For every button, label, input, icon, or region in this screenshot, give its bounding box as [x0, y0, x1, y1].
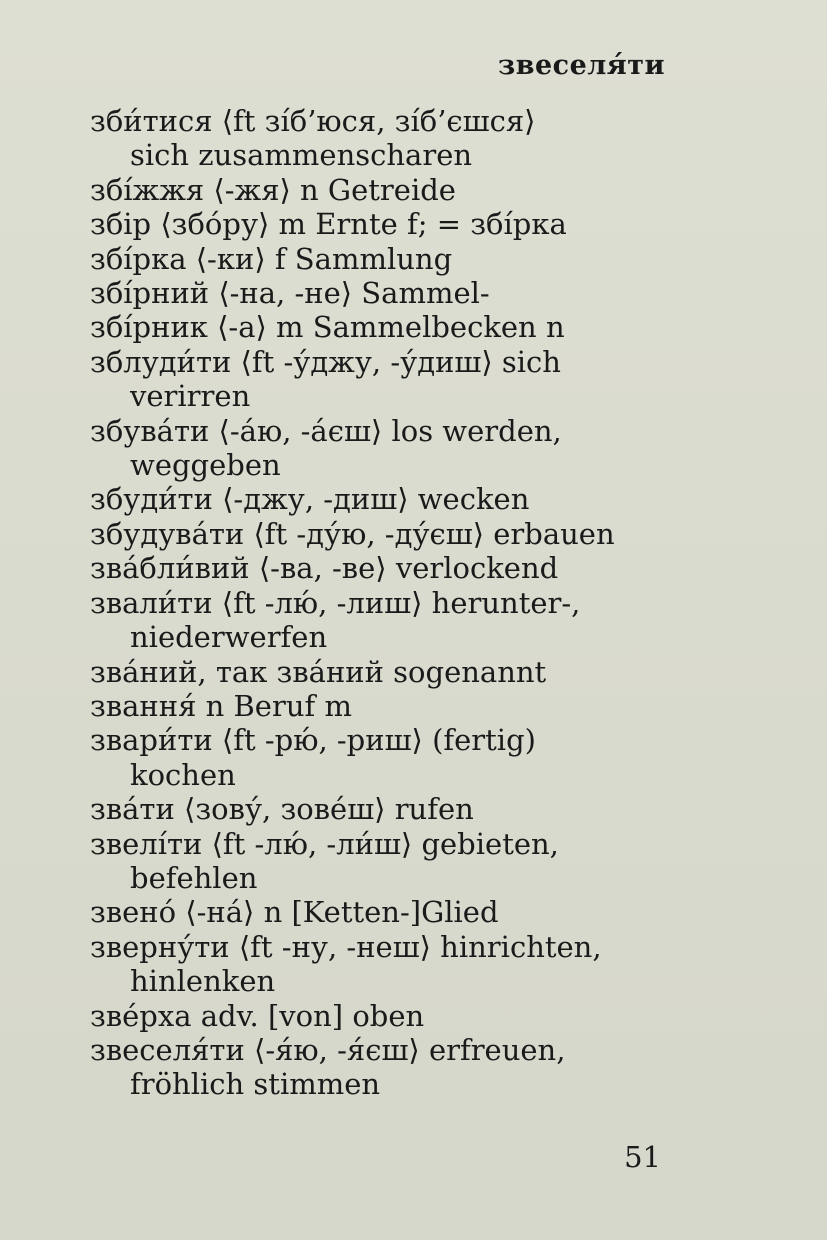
- entry-line: зверну́ти ⟨ft -ну, -неш⟩ hinrichten,: [90, 929, 602, 964]
- dictionary-entry: [90, 586, 670, 655]
- dictionary-entry: [90, 999, 670, 1033]
- entry-list: [90, 104, 670, 1102]
- entry-line: звали́ти ⟨ft -лю́, -лиш⟩ herunter-,: [90, 585, 581, 620]
- entry-line: збудува́ти ⟨ft -ду́ю, -ду́єш⟩ erbauen: [90, 516, 615, 551]
- dictionary-entry: [90, 792, 670, 826]
- entry-line: збір ⟨збо́ру⟩ m Ernte f; = збі́рка: [90, 207, 567, 242]
- dictionary-entry: [90, 517, 670, 551]
- dictionary-entry: [90, 414, 670, 483]
- entry-line: звено́ ⟨-на́⟩ n [Ketten-]Glied: [90, 895, 499, 930]
- entry-continuation: weggeben: [130, 448, 281, 483]
- dictionary-entry: [90, 242, 670, 276]
- dictionary-entry: [90, 173, 670, 207]
- entry-line: зблуди́ти ⟨ft -у́джу, -у́диш⟩ sich: [90, 344, 561, 379]
- dictionary-entry: [90, 930, 670, 999]
- entry-line: зва́ний, так зва́ний sogenannt: [90, 654, 547, 689]
- dictionary-entry: [90, 207, 670, 241]
- entry-line: збува́ти ⟨-а́ю, -а́єш⟩ los werden,: [90, 413, 562, 448]
- entry-line: звелі́ти ⟨ft -лю́, -ли́ш⟩ gebieten,: [90, 826, 559, 861]
- entry-line: збі́рник ⟨-а⟩ m Sammelbecken n: [90, 310, 565, 345]
- dictionary-entry: [90, 895, 670, 929]
- entry-continuation: kochen: [130, 757, 236, 792]
- entry-continuation: befehlen: [130, 860, 258, 895]
- dictionary-entry: [90, 655, 670, 689]
- entry-line: збі́жжя ⟨-жя⟩ n Getreide: [90, 172, 456, 207]
- dictionary-entry: [90, 1033, 670, 1102]
- dictionary-entry: [90, 345, 670, 414]
- dictionary-entry: [90, 723, 670, 792]
- entry-line: збуди́ти ⟨-джу, -диш⟩ wecken: [90, 482, 530, 517]
- running-head: звеселя́ти: [497, 50, 665, 81]
- entry-line: зва́бли́вий ⟨-ва, -ве⟩ verlockend: [90, 551, 559, 586]
- entry-line: збі́рка ⟨-ки⟩ f Sammlung: [90, 241, 453, 276]
- dictionary-entry: [90, 310, 670, 344]
- entry-line: зва́ти ⟨зову́, зове́ш⟩ rufen: [90, 792, 474, 827]
- entry-continuation: sich zusammenscharen: [130, 138, 473, 173]
- entry-continuation: niederwerfen: [130, 620, 328, 655]
- dictionary-entry: [90, 827, 670, 896]
- entry-continuation: verirren: [130, 379, 251, 414]
- entry-line: звеселя́ти ⟨-я́ю, -я́єш⟩ erfreuen,: [90, 1032, 566, 1067]
- entry-line: збі́рний ⟨-на, -не⟩ Sammel-: [90, 276, 490, 311]
- entry-continuation: fröhlich stimmen: [130, 1067, 381, 1102]
- entry-continuation: hinlenken: [130, 964, 276, 999]
- entry-line: звання́ n Beruf m: [90, 688, 352, 723]
- dictionary-entry: [90, 276, 670, 310]
- dictionary-entry: [90, 482, 670, 516]
- dictionary-entry: [90, 551, 670, 585]
- page-number: 51: [624, 1140, 661, 1174]
- entry-line: зби́тися ⟨ft зі́б’юся, зі́б’єшся⟩: [90, 104, 536, 138]
- dictionary-entry: [90, 104, 670, 173]
- entry-line: звари́ти ⟨ft -рю́, -риш⟩ (fertig): [90, 723, 536, 758]
- entry-line: зве́рха adv. [von] oben: [90, 998, 425, 1033]
- dictionary-entry: [90, 689, 670, 723]
